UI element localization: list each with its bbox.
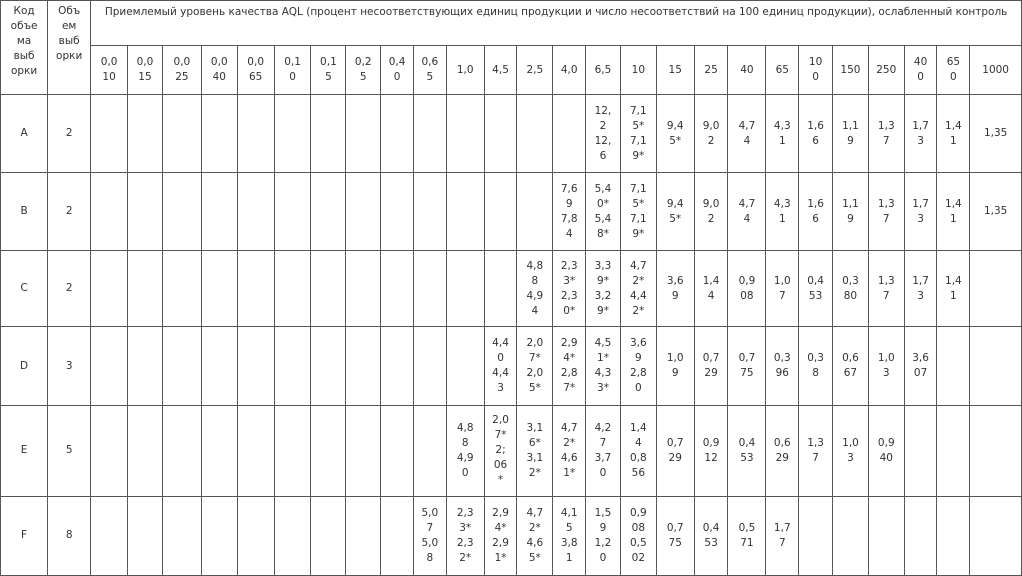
aql-value-cell: 1,1 9 [832,95,868,173]
aql-value-cell: 9,4 5* [656,173,694,251]
aql-value-cell: 1,0 3 [868,327,904,405]
sample-code-cell: A [1,95,48,173]
aql-value-cell: 5,0 7 5,0 8 [413,496,446,575]
aql-value-cell [91,173,128,251]
aql-value-cell: 0,3 8 [799,327,833,405]
aql-value-cell [237,405,274,496]
aql-value-cell [274,95,311,173]
aql-level-header: 1,0 [446,46,484,95]
table-row [1,251,1022,327]
aql-value-cell: 1,4 1 [937,95,970,173]
aql-level-header: 10 0 [799,46,833,95]
aql-value-cell: 4,5 1* 4,3 3* [586,327,621,405]
aql-value-cell [868,496,904,575]
aql-value-cell: 0,9 12 [694,405,728,496]
aql-value-cell [381,173,414,251]
aql-value-cell [381,95,414,173]
sample-size-cell: 2 [48,95,91,173]
aql-value-cell: 12, 2 12, 6 [586,95,621,173]
aql-value-cell: 9,4 5* [656,95,694,173]
aql-value-cell: 1,6 6 [799,173,833,251]
aql-value-cell [274,173,311,251]
aql-value-cell: 4,3 1 [766,173,799,251]
aql-level-header: 40 0 [904,46,937,95]
aql-levels-row [1,46,1022,95]
aql-value-cell [91,327,128,405]
aql-value-cell [904,405,937,496]
aql-value-cell: 1,35 [970,173,1022,251]
aql-value-cell [274,327,311,405]
aql-value-cell [128,251,163,327]
aql-level-header: 65 0 [937,46,970,95]
aql-value-cell [346,173,381,251]
aql-value-cell: 0,6 29 [766,405,799,496]
aql-level-header: 0,0 40 [201,46,237,95]
aql-value-cell [128,173,163,251]
aql-level-header: 0,4 0 [381,46,414,95]
aql-level-header: 10 [620,46,656,95]
aql-value-cell: 1,3 7 [868,251,904,327]
aql-value-cell [91,251,128,327]
aql-value-cell: 3,6 07 [904,327,937,405]
aql-value-cell: 0,7 75 [728,327,766,405]
aql-value-cell [237,95,274,173]
aql-level-header: 0,1 0 [274,46,311,95]
aql-value-cell: 0,7 75 [656,496,694,575]
aql-value-cell: 0,9 08 0,5 02 [620,496,656,575]
aql-value-cell [381,251,414,327]
aql-value-cell [413,327,446,405]
sample-code-cell: B [1,173,48,251]
aql-value-cell [311,95,346,173]
aql-value-cell: 0,7 29 [694,327,728,405]
aql-value-cell [311,173,346,251]
aql-value-cell: 1,35 [970,95,1022,173]
aql-value-cell: 0,4 53 [799,251,833,327]
aql-value-cell [381,327,414,405]
aql-value-cell: 1,6 6 [799,95,833,173]
aql-value-cell [381,405,414,496]
aql-value-cell: 0,7 29 [656,405,694,496]
aql-value-cell [162,405,201,496]
aql-value-cell: 1,3 7 [868,95,904,173]
aql-value-cell: 0,9 40 [868,405,904,496]
aql-value-cell: 1,1 9 [832,173,868,251]
aql-value-cell [413,173,446,251]
aql-value-cell: 0,3 96 [766,327,799,405]
aql-value-cell [970,327,1022,405]
aql-level-header: 25 [694,46,728,95]
sample-size-column-header: Объ ем выб орки [48,1,91,95]
aql-level-header: 2,5 [517,46,553,95]
aql-value-cell: 2,3 3* 2,3 0* [553,251,586,327]
aql-value-cell [346,496,381,575]
code-column-header: Код объе ма выб орки [1,1,48,95]
aql-value-cell [201,251,237,327]
aql-value-cell [937,496,970,575]
aql-level-header: 0,1 5 [311,46,346,95]
aql-value-cell: 1,3 7 [868,173,904,251]
aql-value-cell: 4,7 2* 4,6 5* [517,496,553,575]
aql-level-header: 65 [766,46,799,95]
aql-value-cell: 2,9 4* 2,9 1* [484,496,517,575]
aql-value-cell [237,496,274,575]
aql-value-cell: 0,9 08 [728,251,766,327]
aql-level-header: 250 [868,46,904,95]
aql-level-header: 1000 [970,46,1022,95]
aql-value-cell [381,496,414,575]
table-row [1,173,1022,251]
aql-value-cell [91,496,128,575]
aql-value-cell: 2,9 4* 2,8 7* [553,327,586,405]
aql-value-cell: 4,7 2* 4,4 2* [620,251,656,327]
aql-value-cell [413,251,446,327]
aql-level-header: 4,5 [484,46,517,95]
aql-value-cell [970,496,1022,575]
aql-value-cell [128,405,163,496]
aql-value-cell: 9,0 2 [694,95,728,173]
aql-value-cell [201,95,237,173]
aql-value-cell [937,327,970,405]
sample-size-cell: 2 [48,173,91,251]
aql-value-cell [91,95,128,173]
aql-value-cell [162,95,201,173]
aql-value-cell [446,173,484,251]
aql-level-header: 4,0 [553,46,586,95]
aql-value-cell [517,95,553,173]
aql-value-cell: 2,3 3* 2,3 2* [446,496,484,575]
aql-value-cell: 3,3 9* 3,2 9* [586,251,621,327]
aql-value-cell [446,251,484,327]
aql-value-cell [484,251,517,327]
aql-value-cell [274,251,311,327]
table-row [1,496,1022,575]
aql-value-cell [274,405,311,496]
aql-value-cell [346,327,381,405]
aql-value-cell: 0,3 80 [832,251,868,327]
aql-value-cell [553,95,586,173]
aql-value-cell: 9,0 2 [694,173,728,251]
aql-value-cell: 1,0 3 [832,405,868,496]
aql-value-cell: 2,0 7* 2; 06 * [484,405,517,496]
aql-level-header: 0,6 5 [413,46,446,95]
aql-value-cell: 1,7 3 [904,251,937,327]
table-row [1,95,1022,173]
aql-value-cell [799,496,833,575]
sample-size-cell: 3 [48,327,91,405]
sample-size-cell: 8 [48,496,91,575]
sample-code-cell: C [1,251,48,327]
table-row [1,405,1022,496]
aql-value-cell [311,327,346,405]
aql-value-cell: 0,4 53 [694,496,728,575]
aql-value-cell [274,496,311,575]
aql-value-cell [904,496,937,575]
aql-level-header: 40 [728,46,766,95]
aql-value-cell [970,405,1022,496]
aql-value-cell [346,405,381,496]
aql-level-header: 0,0 25 [162,46,201,95]
aql-value-cell: 0,5 71 [728,496,766,575]
aql-level-header: 0,0 10 [91,46,128,95]
aql-value-cell: 4,2 7 3,7 0 [586,405,621,496]
aql-value-cell [162,251,201,327]
aql-value-cell [128,95,163,173]
aql-value-cell: 7,1 5* 7,1 9* [620,95,656,173]
sample-code-cell: F [1,496,48,575]
aql-value-cell [346,251,381,327]
aql-value-cell: 4,8 8 4,9 0 [446,405,484,496]
aql-value-cell [162,496,201,575]
aql-value-cell [162,173,201,251]
aql-value-cell: 4,7 2* 4,6 1* [553,405,586,496]
aql-level-header: 0,0 15 [128,46,163,95]
aql-value-cell: 1,7 3 [904,173,937,251]
aql-value-cell: 7,6 9 7,8 4 [553,173,586,251]
aql-value-cell [517,173,553,251]
aql-value-cell [128,496,163,575]
aql-value-cell: 1,5 9 1,2 0 [586,496,621,575]
aql-level-header: 6,5 [586,46,621,95]
aql-value-cell [201,405,237,496]
aql-value-cell: 4,4 0 4,4 3 [484,327,517,405]
aql-value-cell [311,496,346,575]
aql-value-cell [970,251,1022,327]
aql-level-header: 150 [832,46,868,95]
aql-title-header: Приемлемый уровень качества AQL (процент несоответствующих единиц продукции и число несоответствий на 100 единиц продукции), ослабленный контроль [91,1,1022,46]
aql-value-cell: 4,8 8 4,9 4 [517,251,553,327]
aql-value-cell: 3,1 6* 3,1 2* [517,405,553,496]
aql-value-cell: 4,7 4 [728,95,766,173]
aql-value-cell [128,327,163,405]
aql-value-cell: 1,4 1 [937,251,970,327]
aql-value-cell [446,95,484,173]
aql-value-cell [446,327,484,405]
aql-value-cell [937,405,970,496]
aql-value-cell [91,405,128,496]
aql-value-cell [832,496,868,575]
aql-value-cell [162,327,201,405]
aql-value-cell: 4,7 4 [728,173,766,251]
sample-size-cell: 2 [48,251,91,327]
aql-value-cell: 1,4 1 [937,173,970,251]
table-row [1,327,1022,405]
aql-value-cell: 2,0 7* 2,0 5* [517,327,553,405]
aql-value-cell: 1,7 7 [766,496,799,575]
aql-value-cell: 1,0 7 [766,251,799,327]
aql-value-cell [311,405,346,496]
aql-value-cell [201,173,237,251]
aql-value-cell [201,327,237,405]
aql-value-cell: 1,0 9 [656,327,694,405]
aql-value-cell [484,95,517,173]
aql-value-cell [484,173,517,251]
aql-value-cell: 4,3 1 [766,95,799,173]
aql-level-header: 0,2 5 [346,46,381,95]
aql-value-cell [237,251,274,327]
aql-value-cell [346,95,381,173]
aql-value-cell: 0,6 67 [832,327,868,405]
aql-value-cell: 1,7 3 [904,95,937,173]
aql-value-cell: 4,1 5 3,8 1 [553,496,586,575]
aql-value-cell [413,405,446,496]
sample-code-cell: E [1,405,48,496]
sample-size-cell: 5 [48,405,91,496]
aql-value-cell [237,173,274,251]
aql-value-cell: 0,4 53 [728,405,766,496]
aql-value-cell: 1,4 4 0,8 56 [620,405,656,496]
aql-value-cell [311,251,346,327]
aql-level-header: 15 [656,46,694,95]
aql-value-cell: 7,1 5* 7,1 9* [620,173,656,251]
aql-value-cell: 5,4 0* 5,4 8* [586,173,621,251]
aql-value-cell: 1,4 4 [694,251,728,327]
aql-value-cell [237,327,274,405]
aql-value-cell: 3,6 9 2,8 0 [620,327,656,405]
aql-value-cell [413,95,446,173]
aql-value-cell: 3,6 9 [656,251,694,327]
aql-value-cell: 1,3 7 [799,405,833,496]
sample-code-cell: D [1,327,48,405]
aql-level-header: 0,0 65 [237,46,274,95]
aql-value-cell [201,496,237,575]
